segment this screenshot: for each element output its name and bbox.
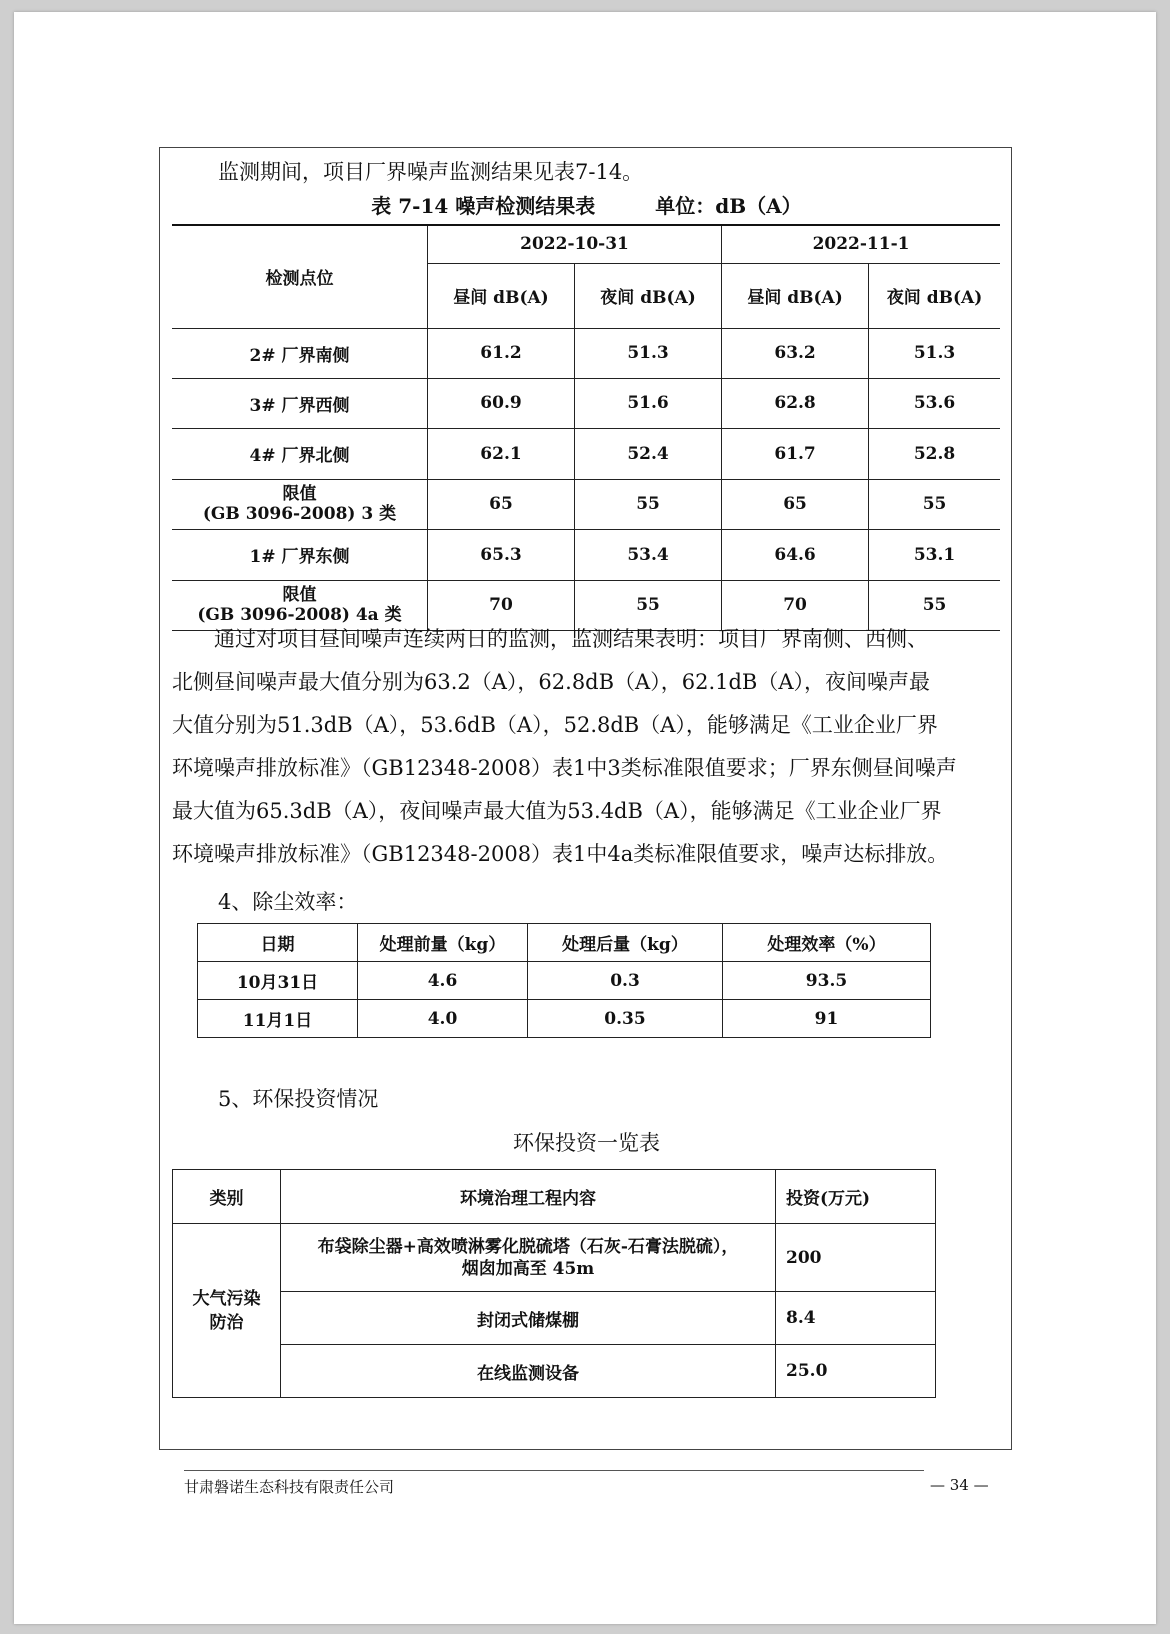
table-row (198, 962, 931, 1000)
amount-cell: 8.4 (776, 1292, 936, 1345)
row-label: 2# 厂界南侧 (172, 328, 427, 378)
table-row (172, 479, 1000, 529)
subheader-cell: 昼间 dB(A) (427, 263, 574, 328)
table-cell: 55 (575, 580, 722, 630)
conclusion-paragraph (172, 618, 1002, 876)
header-cell: 处理前量（kg） (358, 924, 528, 962)
row-label: 4# 厂界北侧 (172, 428, 427, 479)
table-cell: 51.3 (869, 328, 1000, 378)
category-line: 防治 (209, 1312, 244, 1333)
body-line: 大值分别为51.3dB（A），53.6dB（A），52.8dB（A），能够满足《工业企业厂界 (172, 713, 938, 737)
section-5-heading: 5、环保投资情况 (218, 1087, 379, 1111)
table-cell: 91 (723, 1000, 931, 1038)
table-cell: 52.8 (869, 428, 1000, 479)
subheader-cell: 夜间 dB(A) (575, 263, 722, 328)
content-cell: 在线监测设备 (281, 1345, 776, 1398)
header-cell: 处理效率（%） (723, 924, 931, 962)
table-cell: 70 (427, 580, 574, 630)
table-cell: 55 (575, 479, 722, 529)
table-cell: 0.35 (528, 1000, 723, 1038)
table-cell: 65 (427, 479, 574, 529)
header-cell: 处理后量（kg） (528, 924, 723, 962)
table-cell: 11月1日 (198, 1000, 358, 1038)
row-label: 3# 厂界西侧 (172, 378, 427, 428)
limit-standard: (GB 3096-2008) 3 类 (202, 504, 397, 524)
table-cell: 60.9 (427, 378, 574, 428)
table-row (198, 1000, 931, 1038)
body-line: 环境噪声排放标准》（GB12348-2008）表1中3类标准限值要求；厂界东侧昼间噪声 (172, 756, 957, 780)
subheader-cell: 昼间 dB(A) (722, 263, 869, 328)
content-line: 烟囱加高至 45m (461, 1258, 595, 1279)
table-cell: 62.8 (722, 378, 869, 428)
table-cell: 55 (869, 580, 1000, 630)
table-cell: 0.3 (528, 962, 723, 1000)
row-label: 1# 厂界东侧 (172, 529, 427, 580)
body-line: 北侧昼间噪声最大值分别为63.2（A），62.8dB（A），62.1dB（A），夜间噪声最 (172, 670, 931, 694)
amount-cell: 25.0 (776, 1345, 936, 1398)
table-cell: 62.1 (427, 428, 574, 479)
header-date-1: 2022-10-31 (427, 225, 721, 263)
content-cell: 封闭式储煤棚 (281, 1292, 776, 1345)
table-cell: 65 (722, 479, 869, 529)
section-4-heading: 4、除尘效率： (218, 890, 358, 914)
row-label (172, 479, 427, 529)
table-cell: 51.3 (575, 328, 722, 378)
footer-divider (184, 1470, 924, 1471)
dust-efficiency-table (197, 923, 931, 1038)
table-cell: 52.4 (575, 428, 722, 479)
table-cell: 55 (869, 479, 1000, 529)
category-line: 大气污染 (192, 1288, 261, 1309)
table-header-row (198, 924, 931, 962)
content-line: 布袋除尘器+高效喷淋雾化脱硫塔（石灰-石膏法脱硫）， (317, 1236, 739, 1257)
content-cell (281, 1224, 776, 1292)
table-cell: 63.2 (722, 328, 869, 378)
limit-label: 限值 (282, 484, 317, 504)
table-row (172, 378, 1000, 428)
table-cell: 65.3 (427, 529, 574, 580)
table-cell: 64.6 (722, 529, 869, 580)
table-cell: 51.6 (575, 378, 722, 428)
header-cell: 类别 (173, 1170, 281, 1224)
table-row (173, 1345, 936, 1398)
table-cell: 4.6 (358, 962, 528, 1000)
noise-table-title: 表 7-14 噪声检测结果表 (371, 194, 596, 218)
document-page (14, 12, 1156, 1624)
body-line: 最大值为65.3dB（A），夜间噪声最大值为53.4dB（A），能够满足《工业企业厂界 (172, 799, 942, 823)
table-header-row (173, 1170, 936, 1224)
limit-standard: (GB 3096-2008) 4a 类 (197, 605, 402, 625)
table-row (173, 1292, 936, 1345)
table-cell: 53.4 (575, 529, 722, 580)
intro-text: 监测期间，项目厂界噪声监测结果见表7-14。 (218, 160, 644, 184)
noise-table-unit: 单位：dB（A） (655, 194, 802, 218)
noise-table (172, 224, 1000, 631)
table-row (173, 1224, 936, 1292)
header-cell: 投资(万元) (776, 1170, 936, 1224)
table-row (172, 428, 1000, 479)
category-cell (173, 1224, 281, 1398)
body-line: 通过对项目昼间噪声连续两日的监测，监测结果表明：项目厂界南侧、西侧、 (214, 627, 928, 651)
header-cell: 日期 (198, 924, 358, 962)
table-cell: 53.1 (869, 529, 1000, 580)
footer-company: 甘肃磐诺生态科技有限责任公司 (184, 1478, 395, 1496)
table-cell: 61.2 (427, 328, 574, 378)
table-cell: 53.6 (869, 378, 1000, 428)
page-number: — 34 — (930, 1476, 989, 1494)
limit-label: 限值 (282, 585, 317, 605)
header-cell: 环境治理工程内容 (281, 1170, 776, 1224)
investment-table-caption: 环保投资一览表 (513, 1131, 660, 1155)
header-point: 检测点位 (172, 225, 427, 328)
body-line: 环境噪声排放标准》（GB12348-2008）表1中4a类标准限值要求，噪声达标排放。 (172, 842, 949, 866)
table-row (172, 529, 1000, 580)
noise-table-caption (160, 190, 1013, 219)
content-frame (159, 147, 1012, 1450)
table-cell: 93.5 (723, 962, 931, 1000)
header-date-2: 2022-11-1 (722, 225, 1000, 263)
table-cell: 61.7 (722, 428, 869, 479)
table-row (172, 328, 1000, 378)
table-cell: 70 (722, 580, 869, 630)
subheader-cell: 夜间 dB(A) (869, 263, 1000, 328)
table-cell: 4.0 (358, 1000, 528, 1038)
investment-table (172, 1169, 936, 1398)
table-cell: 10月31日 (198, 962, 358, 1000)
amount-cell: 200 (776, 1224, 936, 1292)
